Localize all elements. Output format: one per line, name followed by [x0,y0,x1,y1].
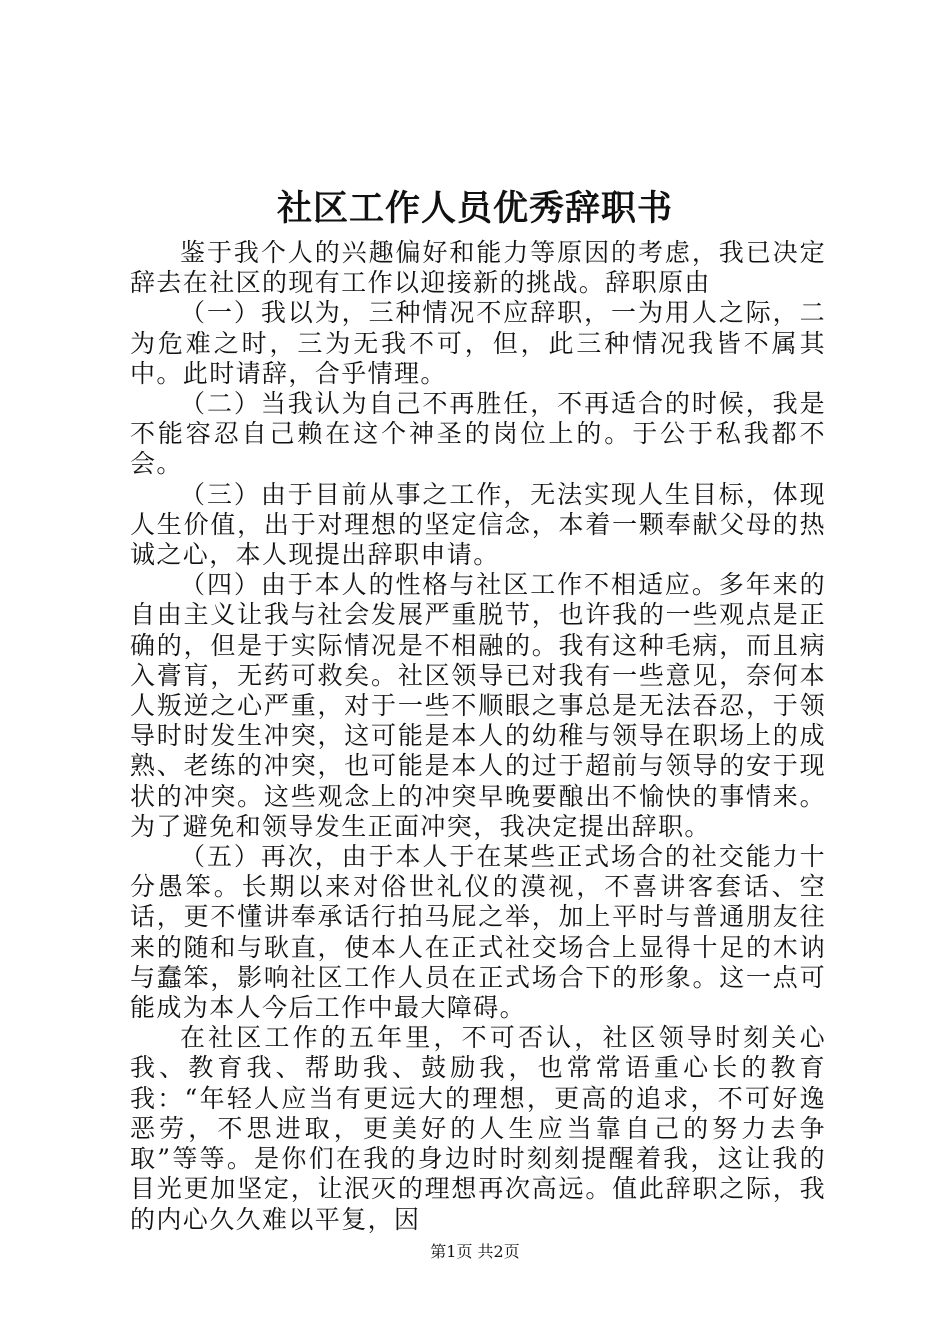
paragraph-reason-1: （一）我以为，三种情况不应辞职，一为用人之际，二为危难之时，三为无我不可，但，此三种情况我皆不属其中。此时请辞，合乎情理。 [130,298,826,388]
paragraph-reason-5: （五）再次，由于本人于在某些正式场合的社交能力十分愚笨。长期以来对俗世礼仪的漠视，不喜讲客套话、空话，更不懂讲奉承话行拍马屁之举，加上平时与普通朋友往来的随和与耿直，使本人在正式社交场合上显得十足的木讷与蠢笨，影响社区工作人员在正式场合下的形象。这一点可能成为本人今后工作中最大障碍。 [130,842,826,1023]
paragraph-reason-3: （三）由于目前从事之工作，无法实现人生目标，体现人生价值，出于对理想的坚定信念，本着一颗奉献父母的热诚之心，本人现提出辞职申请。 [130,479,826,570]
page-number-footer: 第1页 共2页 [430,1242,520,1261]
document-body [130,238,826,1235]
document-title: 社区工作人员优秀辞职书 [276,188,673,229]
paragraph-intro: 鉴于我个人的兴趣偏好和能力等原因的考虑，我已决定辞去在社区的现有工作以迎接新的挑战。辞职原由 [130,238,826,298]
paragraph-reason-4: （四）由于本人的性格与社区工作不相适应。多年来的自由主义让我与社会发展严重脱节，也许我的一些观点是正确的，但是于实际情况是不相融的。我有这种毛病，而且病入膏肓，无药可救矣。社区领导已对我有一些意见，奈何本人叛逆之心严重，对于一些不顺眼之事总是无法吞忍，于领导时时发生冲突，这可能是本人的幼稚与领导在职场上的成熟、老练的冲突，也可能是本人的过于超前与领导的安于现状的冲突。这些观念上的冲突早晚要酿出不愉快的事情来。为了避免和领导发生正面冲突，我决定提出辞职。 [130,570,826,841]
paragraph-gratitude: 在社区工作的五年里，不可否认，社区领导时刻关心我、教育我、帮助我、鼓励我，也常常语重心长的教育我：“年轻人应当有更远大的理想，更高的追求，不可好逸恶劳，不思进取，更美好的人生应当靠自己的努力去争取”等等。是你们在我的身边时时刻刻提醒着我，这让我的目光更加坚定，让泯灭的理想再次高远。值此辞职之际，我的内心久久难以平复，因 [130,1023,826,1234]
paragraph-reason-2: （二）当我认为自己不再胜任，不再适合的时候，我是不能容忍自己赖在这个神圣的岗位上的。于公于私我都不会。 [130,389,826,479]
